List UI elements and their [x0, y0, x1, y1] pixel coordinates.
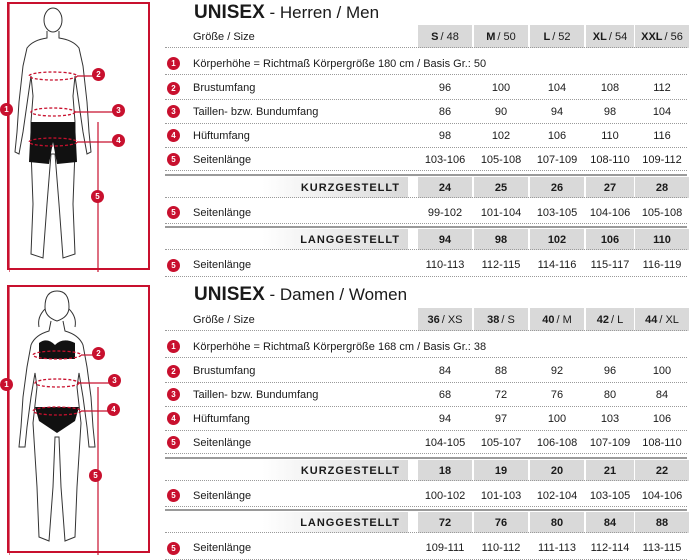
women-measure-value: 97: [494, 412, 508, 425]
men-measure-badge: 5: [167, 153, 180, 166]
women-height-badge: 1: [167, 340, 180, 353]
men-measure-value: 108: [600, 82, 620, 95]
men-figure-badge-5: 5: [91, 190, 104, 203]
men-kurz-row-label: Seitenlänge: [193, 206, 252, 219]
women-measure-value: 94: [438, 412, 452, 425]
women-figure-badge-3: 3: [108, 374, 121, 387]
women-kurz-value: 101-103: [480, 489, 522, 502]
women-size-col-3: [586, 308, 634, 331]
men-height-badge: 1: [167, 57, 180, 70]
men-lang-row-label: Seitenlänge: [193, 259, 252, 272]
men-lang-size: 106: [586, 229, 634, 250]
men-size-num-0: / 48: [440, 30, 459, 43]
women-kurz-header-row: [165, 460, 687, 481]
men-lang-size: 102: [530, 229, 584, 250]
men-measure-label: Seitenlänge: [193, 153, 252, 166]
men-measure-label: Hüftumfang: [193, 129, 250, 142]
women-measure-value: 100: [652, 365, 672, 378]
men-size-col-2: [530, 25, 584, 48]
women-bikini-top: [39, 340, 75, 359]
women-lang-row-label: Seitenlänge: [193, 542, 252, 555]
women-measure-value: 100: [547, 412, 567, 425]
men-body-illustration: [9, 4, 152, 272]
women-measure-value: 88: [494, 365, 508, 378]
women-measure-badge: 4: [167, 412, 180, 425]
women-kurz-value: 102-104: [536, 489, 578, 502]
men-table-title: [194, 2, 379, 24]
men-measure-value: 102: [491, 129, 511, 142]
men-kurz-size: 27: [586, 177, 634, 198]
women-measure-value: 96: [603, 365, 617, 378]
women-measure-row: [165, 407, 687, 430]
men-measure-badge: 4: [167, 129, 180, 142]
men-measure-value: 105-108: [480, 153, 522, 166]
women-measure-badge: 3: [167, 388, 180, 401]
men-size-code-3: XL: [592, 30, 607, 43]
men-lang-value: 115-117: [590, 259, 630, 272]
men-size-col-3: [586, 25, 634, 48]
women-measure-value: 84: [655, 388, 669, 401]
women-lang-header-row: [165, 512, 687, 533]
men-measure-value: 108-110: [590, 153, 630, 166]
women-lang-divider: [165, 509, 687, 511]
women-size-num-0: / XS: [441, 313, 463, 326]
men-size-code-0: S: [431, 30, 439, 43]
women-kurz-value: 100-102: [424, 489, 466, 502]
women-title-rest: - Damen / Women: [264, 285, 408, 304]
men-kurz-badge: 5: [167, 206, 180, 219]
men-measure-badge: 3: [167, 105, 180, 118]
women-size-code-1: 38: [487, 313, 500, 326]
men-size-header-row: [165, 25, 687, 48]
men-figure-badge-4: 4: [112, 134, 125, 147]
women-kurz-size: 20: [530, 460, 584, 481]
men-lang-value: 112-115: [481, 259, 521, 272]
men-kurz-divider: [165, 174, 687, 176]
men-measure-value: 106: [547, 129, 567, 142]
women-lang-badge: 5: [167, 542, 180, 555]
women-measure-value: 92: [550, 365, 564, 378]
men-measure-value: 110: [601, 129, 619, 142]
women-lang-value: 109-111: [425, 542, 465, 555]
men-measure-label: Taillen- bzw. Bundumfang: [193, 105, 319, 118]
women-lang-value: 111-113: [538, 542, 576, 555]
women-measure-value: 103: [600, 412, 620, 425]
women-measure-value: 72: [494, 388, 508, 401]
men-title-rest: - Herren / Men: [264, 3, 380, 22]
women-size-header-row: [165, 308, 687, 331]
women-size-num-3: / L: [611, 313, 624, 326]
women-lang-size: 76: [474, 512, 528, 533]
men-kurz-size: 26: [530, 177, 584, 198]
women-kurz-size: 22: [635, 460, 689, 481]
women-size-col-1: [474, 308, 528, 331]
men-size-col-4: [635, 25, 689, 48]
men-size-num-3: / 54: [608, 30, 628, 43]
women-measure-value: 80: [603, 388, 617, 401]
women-lang-size: 80: [530, 512, 584, 533]
men-figure-frame: [7, 2, 150, 270]
men-kurz-value: 99-102: [427, 206, 463, 219]
women-kurz-value: 103-105: [589, 489, 631, 502]
men-title-bold: UNISEX: [194, 2, 265, 23]
women-measure-row: [165, 431, 687, 454]
men-lang-length-row: [165, 253, 687, 276]
men-measure-badge: 2: [167, 82, 180, 95]
men-height-text: Körperhöhe = Richtmaß Körpergröße 180 cm / Basis Gr.: 50: [193, 57, 487, 70]
men-lang-value: 110-113: [425, 259, 465, 272]
women-figure-badge-1: 1: [0, 378, 13, 391]
women-size-code-2: 40: [542, 313, 555, 326]
men-measure-label: Brustumfang: [193, 82, 256, 95]
men-measure-value: 103-106: [424, 153, 466, 166]
men-kurz-length-row: [165, 201, 687, 224]
women-bikini-bottom: [35, 407, 79, 433]
women-measure-row: [165, 383, 687, 406]
women-lang-length-row: [165, 536, 687, 559]
women-kurz-size: 21: [586, 460, 634, 481]
women-kurz-size: 18: [418, 460, 472, 481]
women-lang-size: 72: [418, 512, 472, 533]
men-measure-value: 100: [491, 82, 511, 95]
men-size-code-4: XXL: [641, 30, 663, 43]
women-lang-value: 113-115: [642, 542, 682, 555]
men-measure-value: 90: [494, 105, 508, 118]
women-size-code-4: 44: [645, 313, 658, 326]
men-measure-value: 104: [652, 105, 672, 118]
women-table-title: [194, 284, 407, 306]
men-kurz-header-row: [165, 177, 687, 198]
men-lang-value: 116-119: [642, 259, 682, 272]
women-figure-badge-2: 2: [92, 347, 105, 360]
women-body-illustration: [9, 287, 152, 555]
men-figure-badge-2: 2: [92, 68, 105, 81]
men-kurz-value: 105-108: [641, 206, 683, 219]
women-measure-row: [165, 359, 687, 382]
women-measure-value: 105-107: [480, 436, 522, 449]
women-lang-size: 88: [635, 512, 689, 533]
women-size-code-0: 36: [427, 313, 440, 326]
women-title-bold: UNISEX: [194, 284, 265, 305]
women-kurz-row-label: Seitenlänge: [193, 489, 252, 502]
men-lang-size: 110: [635, 229, 689, 250]
men-lang-size: 94: [418, 229, 472, 250]
women-kurz-badge: 5: [167, 489, 180, 502]
women-measure-badge: 2: [167, 365, 180, 378]
men-kurz-size: 25: [474, 177, 528, 198]
women-figure-badge-5: 5: [89, 469, 102, 482]
women-measure-label: Hüftumfang: [193, 412, 250, 425]
men-size-label: Größe / Size: [193, 30, 255, 43]
women-measure-value: 84: [438, 365, 452, 378]
women-size-num-4: / XL: [659, 313, 679, 326]
women-measure-label: Brustumfang: [193, 365, 256, 378]
men-measure-row: [165, 124, 687, 147]
men-lang-badge: 5: [167, 259, 180, 272]
women-measure-value: 106-108: [536, 436, 578, 449]
men-measure-value: 86: [438, 105, 452, 118]
women-measure-value: 108-110: [642, 436, 682, 449]
men-size-num-2: / 52: [552, 30, 571, 43]
men-size-col-1: [474, 25, 528, 48]
women-lang-value: 112-114: [590, 542, 630, 555]
men-measure-value: 109-112: [642, 153, 682, 166]
women-size-label: Größe / Size: [193, 313, 255, 326]
women-size-col-2: [530, 308, 584, 331]
women-kurz-divider: [165, 457, 687, 459]
men-figure-badge-1: 1: [0, 103, 13, 116]
men-shorts: [29, 122, 77, 164]
men-size-code-2: L: [543, 30, 551, 43]
women-height-row: [165, 335, 687, 358]
men-measure-value: 107-109: [536, 153, 578, 166]
men-size-col-0: [418, 25, 472, 48]
women-measure-value: 107-109: [589, 436, 631, 449]
women-kurz-size: 19: [474, 460, 528, 481]
men-size-code-1: M: [486, 30, 496, 43]
women-height-text: Körperhöhe = Richtmaß Körpergröße 168 cm / Basis Gr.: 38: [193, 340, 487, 353]
men-lang-size: 98: [474, 229, 528, 250]
men-measure-value: 94: [550, 105, 564, 118]
men-figure-badge-3: 3: [112, 104, 125, 117]
men-size-num-4: / 56: [664, 30, 683, 43]
women-figure-badge-4: 4: [107, 403, 120, 416]
women-measure-value: 76: [550, 388, 564, 401]
men-kurz-size: 28: [635, 177, 689, 198]
women-size-col-0: [418, 308, 472, 331]
men-lang-header-row: [165, 229, 687, 250]
women-lang-size: 84: [586, 512, 634, 533]
men-kurz-label: KURZGESTELLT: [165, 177, 408, 198]
men-measure-value: 98: [438, 129, 452, 142]
women-size-num-2: / M: [556, 313, 572, 326]
men-kurz-value: 103-105: [536, 206, 578, 219]
women-kurz-value: 104-106: [641, 489, 683, 502]
women-measure-value: 104-105: [424, 436, 466, 449]
women-measure-badge: 5: [167, 436, 180, 449]
men-measure-value: 96: [438, 82, 452, 95]
men-lang-value: 114-116: [537, 259, 577, 272]
men-kurz-size: 24: [418, 177, 472, 198]
men-height-row: [165, 52, 687, 75]
women-figure-frame: [7, 285, 150, 553]
men-measure-value: 116: [653, 129, 671, 142]
women-kurz-length-row: [165, 484, 687, 507]
women-lang-value: 110-112: [481, 542, 521, 555]
men-measure-value: 104: [547, 82, 567, 95]
women-size-col-4: [635, 308, 689, 331]
women-measure-value: 68: [438, 388, 452, 401]
men-size-num-1: / 50: [497, 30, 516, 43]
men-kurz-value: 101-104: [480, 206, 522, 219]
women-kurz-label: KURZGESTELLT: [165, 460, 408, 481]
women-measure-value: 106: [652, 412, 672, 425]
men-measure-row: [165, 148, 687, 171]
men-measure-value: 112: [653, 82, 671, 95]
men-lang-label: LANGGESTELLT: [165, 229, 408, 250]
women-lang-label: LANGGESTELLT: [165, 512, 408, 533]
women-measure-label: Taillen- bzw. Bundumfang: [193, 388, 319, 401]
women-measure-label: Seitenlänge: [193, 436, 252, 449]
men-kurz-value: 104-106: [589, 206, 631, 219]
men-measure-row: [165, 100, 687, 123]
men-lang-divider: [165, 226, 687, 228]
women-size-num-1: / S: [501, 313, 515, 326]
women-size-code-3: 42: [596, 313, 609, 326]
men-measure-row: [165, 76, 687, 99]
men-measure-value: 98: [603, 105, 617, 118]
